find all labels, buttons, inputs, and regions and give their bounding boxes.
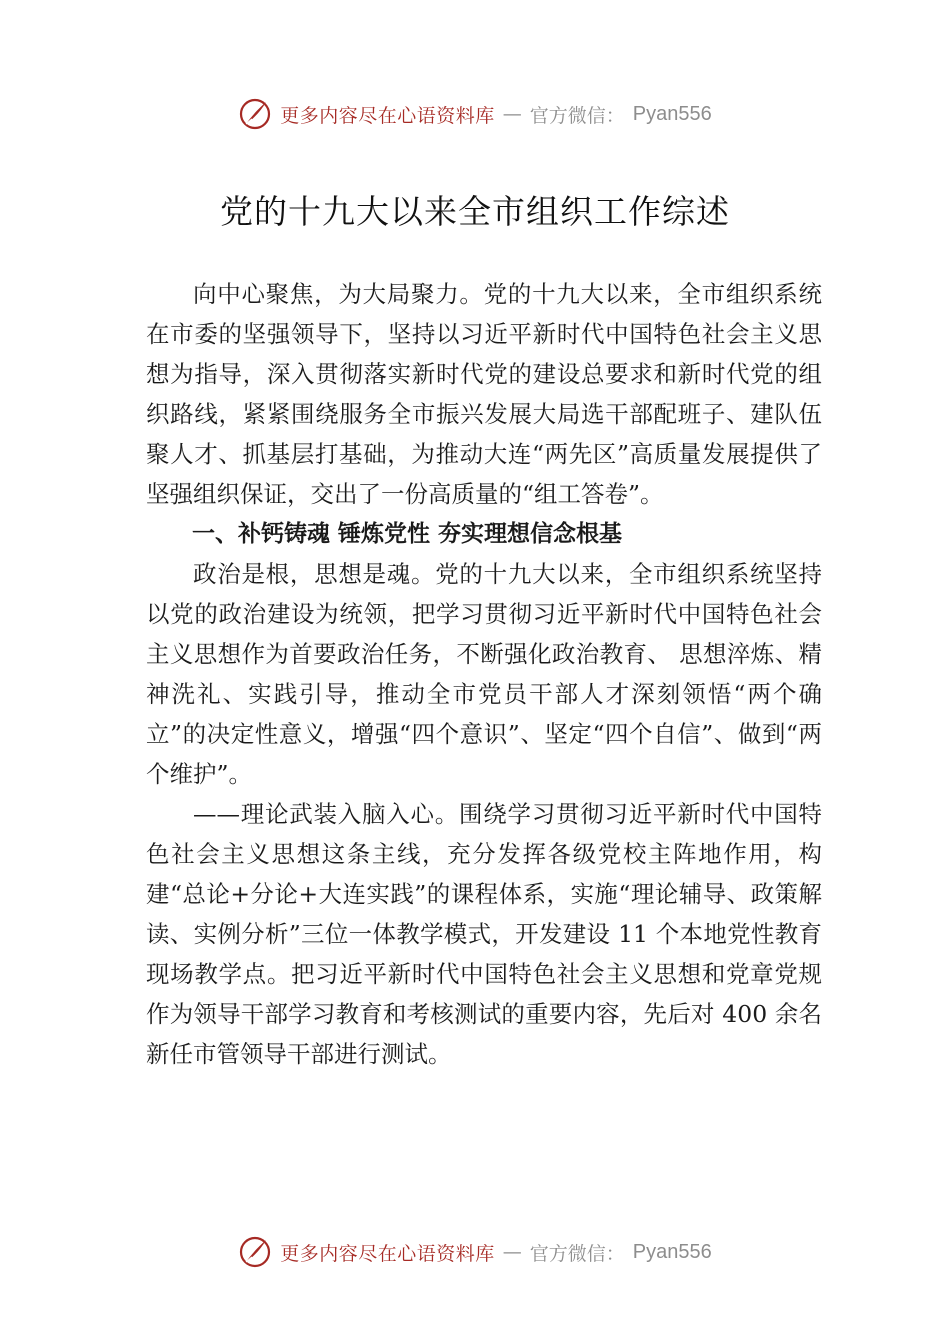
watermark-banner-top	[0, 92, 950, 136]
watermark-separator: —	[502, 103, 522, 125]
body-paragraph: ——理论武装入脑入心。围绕学习贯彻习近平新时代中国特色社会主义思想这条主线，充分发挥各级党校主阵地作用，构建“总论+分论+大连实践”的课程体系，实施“理论辅导、政策解读、实例分析”三位一体教学模式，开发建设 11 个本地党性教育现场教学点。把习近平新时代中国特色社会主义思想和党章党规作为领导干部学习教育和考核测试的重要内容，先后对 400 余名新任市管领导干部进行测试。	[146, 800, 822, 1068]
section-heading: 一、补钙铸魂 锤炼党性 夯实理想信念根基	[192, 521, 623, 547]
watermark-wechat-handle: Pyan556	[632, 1240, 712, 1263]
body-paragraph: 政治是根，思想是魂。党的十九大以来，全市组织系统坚持以党的政治建设为统领，把学习贯彻习近平新时代中国特色社会主义思想作为首要政治任务，不断强化政治教育、 思想淬炼、精神洗礼、实践引导，推动全市党员干部人才深刻领悟“两个确立”的决定性意义，增强“四个意识”、坚定“四个自信”、做到“两个维护”。	[146, 560, 822, 788]
watermark-separator: —	[502, 1241, 522, 1263]
document-body	[146, 274, 822, 1074]
watermark-wechat-label: 官方微信：	[529, 104, 625, 127]
document-title: 党的十九大以来全市组织工作综述	[220, 192, 730, 231]
quill-pen-logo-icon	[238, 97, 272, 131]
watermark-wechat-label: 官方微信：	[529, 1242, 625, 1265]
quill-pen-logo-icon	[238, 1235, 272, 1269]
watermark-brand-text: 更多内容尽在心语资料库	[280, 1242, 495, 1265]
watermark-brand-text: 更多内容尽在心语资料库	[280, 104, 495, 127]
watermark-banner-bottom	[0, 1230, 950, 1274]
watermark-wechat-handle: Pyan556	[632, 102, 712, 125]
intro-paragraph: 向中心聚焦，为大局聚力。党的十九大以来，全市组织系统在市委的坚强领导下，坚持以习近平新时代中国特色社会主义思想为指导，深入贯彻落实新时代党的建设总要求和新时代党的组织路线，紧紧围绕服务全市振兴发展大局选干部配班子、建队伍聚人才、抓基层打基础，为推动大连“两先区”高质量发展提供了坚强组织保证，交出了一份高质量的“组工答卷”。	[146, 280, 822, 508]
